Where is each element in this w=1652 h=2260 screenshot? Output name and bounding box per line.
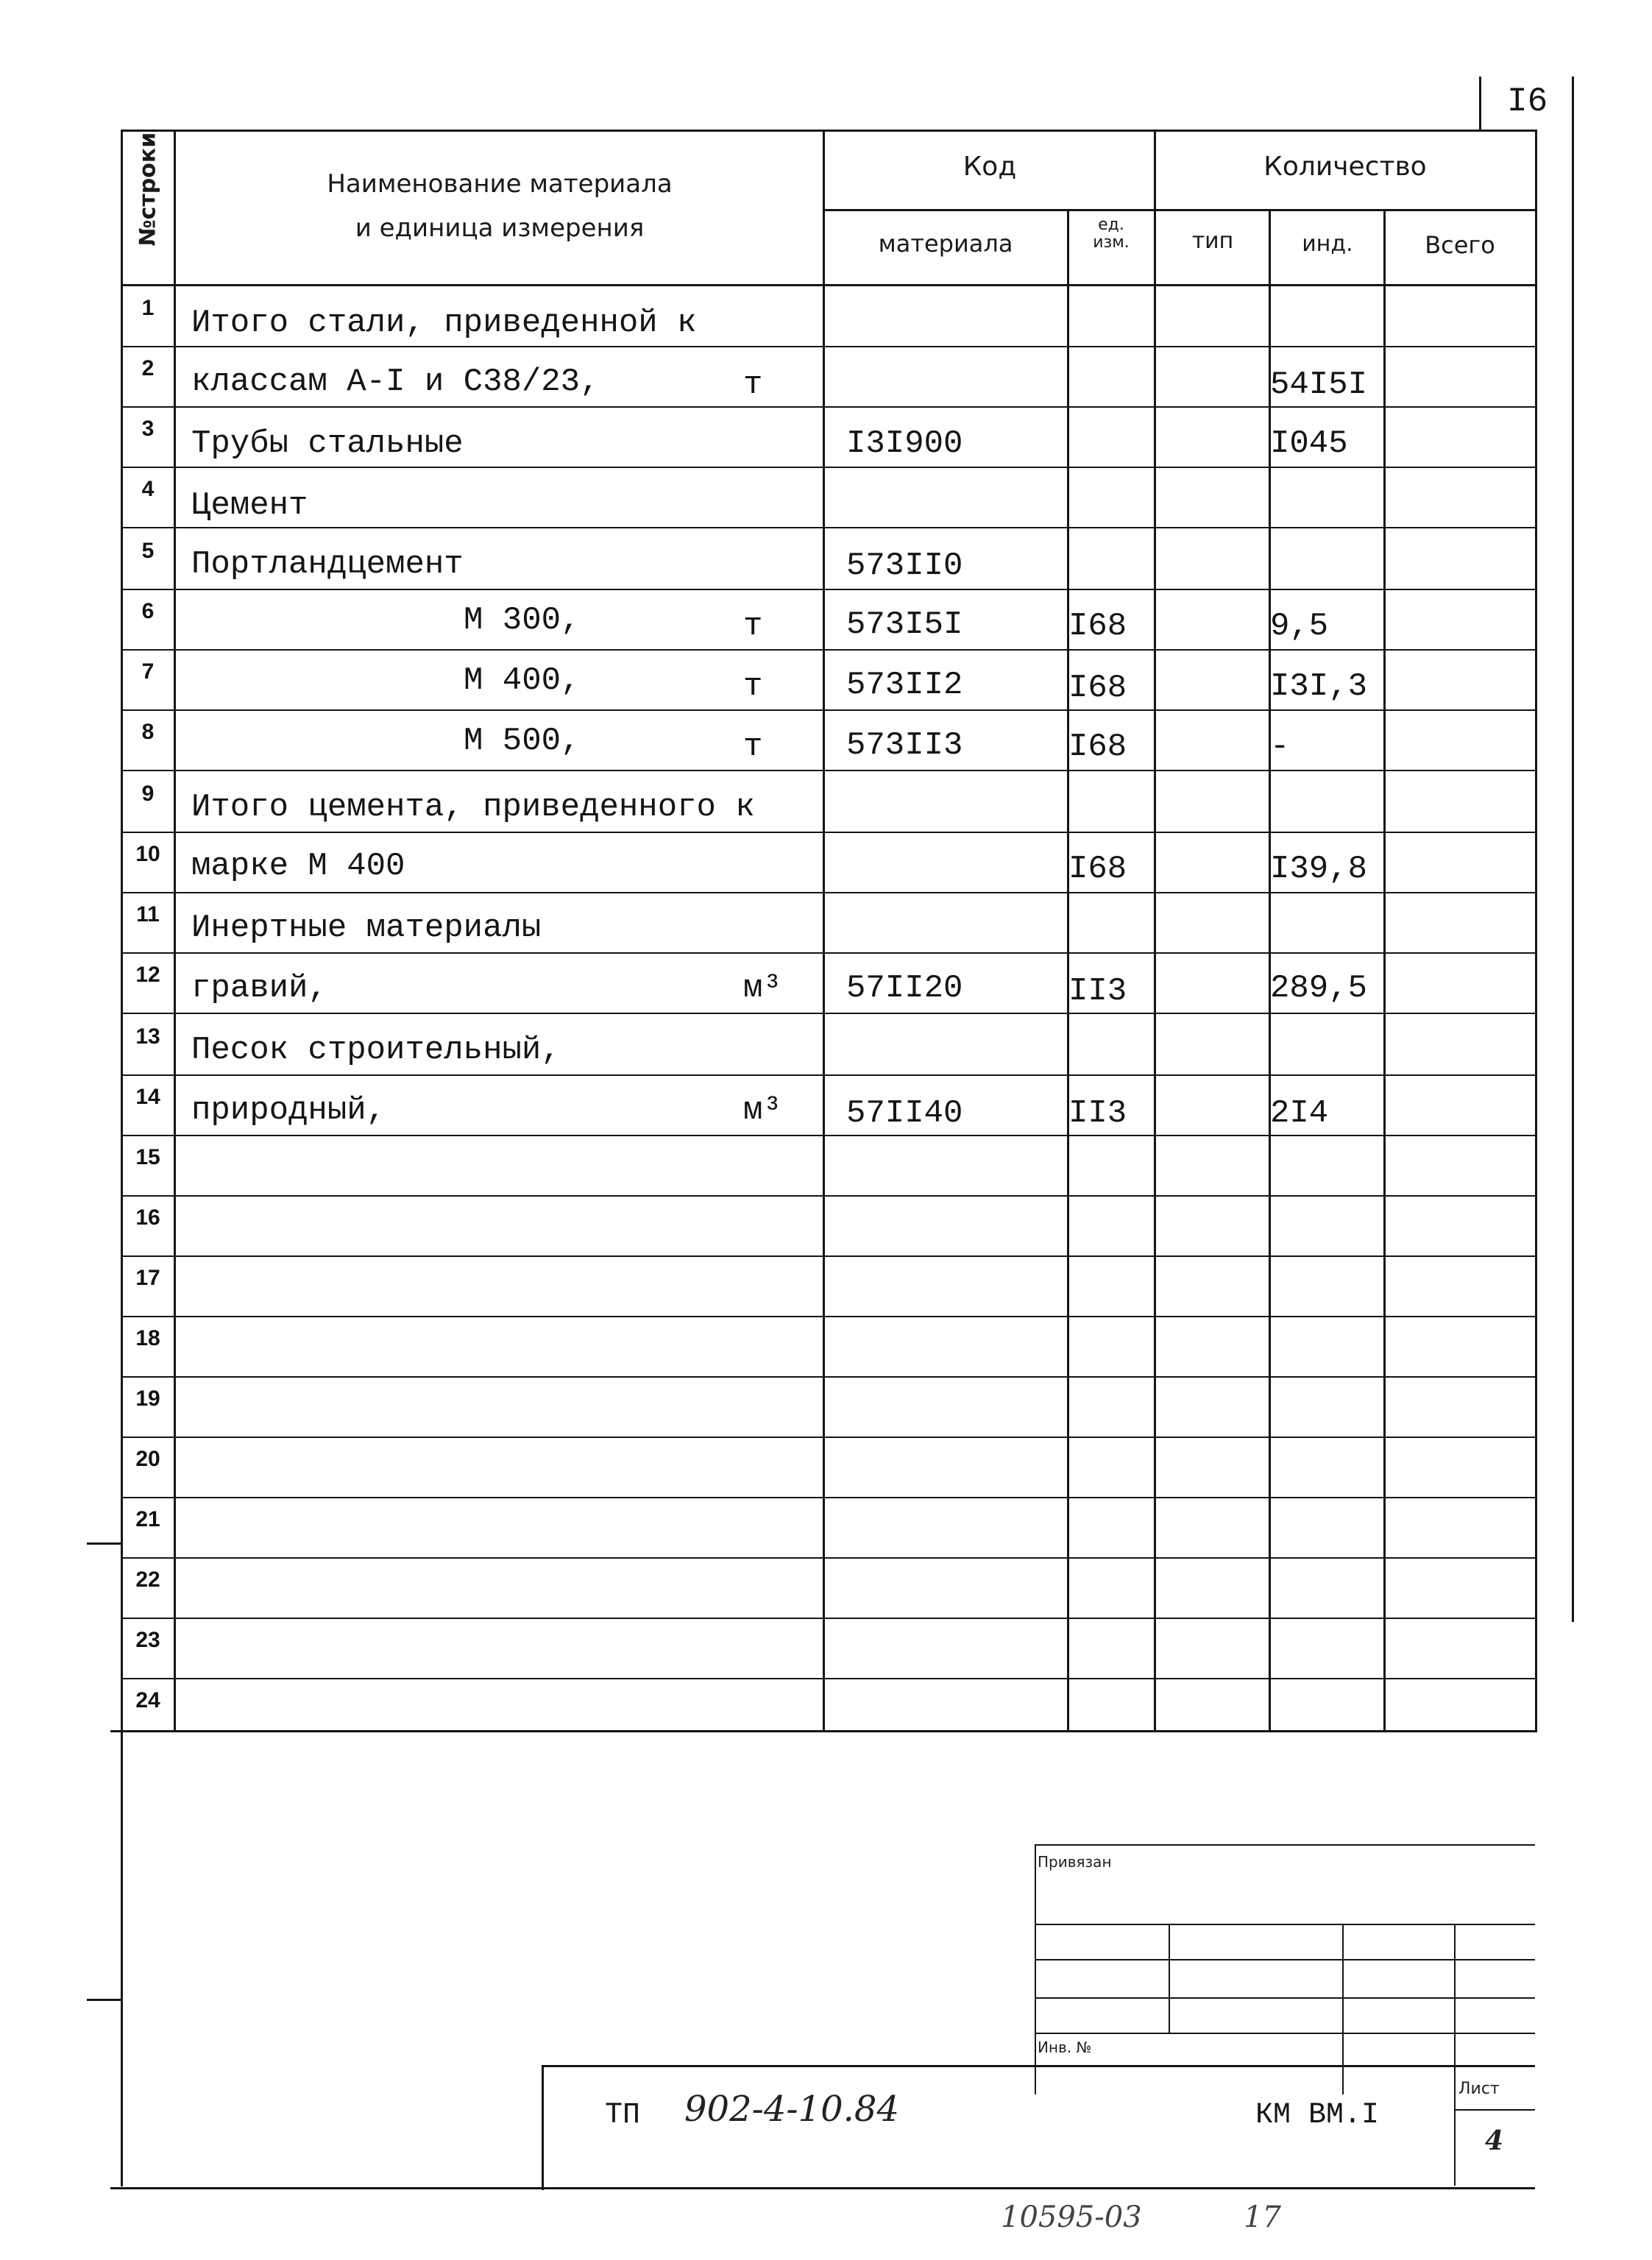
row-line [121, 1074, 1537, 1076]
material-code: 573I5I [846, 606, 963, 643]
row-number: 6 [141, 599, 155, 623]
row-line [121, 770, 1537, 771]
qty-ind: - [1270, 729, 1290, 765]
row-line [121, 467, 1537, 468]
header-q-total: Всего [1425, 231, 1495, 259]
material-name: марке М 400 [191, 848, 405, 885]
margin-tick [87, 1542, 122, 1545]
qty-ind: 9,5 [1270, 608, 1329, 645]
stamp-main-bottom [110, 2187, 1535, 2189]
row-line [121, 892, 1537, 893]
header-q-ind: инд. [1302, 231, 1353, 257]
stamp-attached-label: Привязан [1038, 1853, 1112, 1871]
material-code: 57II20 [846, 970, 963, 1007]
col-divider-ind [1383, 209, 1386, 1730]
material-code: I3I900 [846, 425, 963, 462]
row-line [121, 649, 1537, 651]
material-name: гравий, [191, 970, 327, 1007]
row-line [121, 1437, 1537, 1438]
bottom-archive-number: 10595-03 [1001, 2200, 1142, 2234]
material-name: Итого цемента, приведенного к [191, 789, 755, 826]
row-number: 18 [135, 1326, 160, 1350]
stamp-inv-label: Инв. № [1038, 2038, 1092, 2056]
row-line [121, 709, 1537, 711]
unit-label: м³ [743, 1092, 782, 1129]
page-number: I6 [1507, 82, 1548, 121]
material-code: 57II40 [846, 1095, 963, 1132]
qty-ind: I3I,3 [1270, 668, 1368, 705]
stamp-line [1035, 1844, 1535, 1846]
material-name: Цемент [191, 487, 308, 524]
stamp-line [1035, 1959, 1535, 1960]
header-name-line1: Наименование материала [327, 169, 673, 199]
row-number: 22 [135, 1568, 160, 1592]
row-number: 12 [135, 963, 160, 987]
row-number: 8 [141, 720, 155, 744]
row-line [121, 1376, 1537, 1378]
unit-code: I68 [1068, 670, 1127, 706]
header-quantity: Количество [1263, 152, 1427, 182]
material-code: 573II2 [846, 667, 963, 704]
row-line [121, 589, 1537, 590]
col-divider-unit [1154, 130, 1156, 1730]
stamp-sheet-divider [1454, 2109, 1535, 2111]
row-number: 23 [135, 1628, 160, 1652]
row-number: 17 [135, 1266, 160, 1290]
material-name: классам А-I и С38/23, [191, 364, 600, 400]
header-code-unit: ед. изм. [1093, 216, 1130, 252]
unit-code: II3 [1068, 973, 1127, 1010]
row-number: 15 [135, 1145, 160, 1169]
row-line [121, 832, 1537, 833]
row-number: 2 [141, 356, 155, 380]
row-line [121, 1618, 1537, 1619]
unit-code: I68 [1068, 729, 1127, 765]
row-number: 13 [135, 1024, 160, 1049]
row-number: 24 [135, 1688, 160, 1712]
qty-ind: 289,5 [1270, 970, 1368, 1007]
row-line [121, 406, 1537, 408]
stamp-doc-code: КМ ВМ.I [1255, 2099, 1380, 2132]
unit-label: т [743, 668, 763, 705]
stamp-main-left [542, 2065, 544, 2190]
material-name: Портландцемент [191, 546, 464, 583]
material-code: 573II0 [846, 548, 963, 584]
row-line [121, 1013, 1537, 1014]
stamp-line [1454, 1924, 1456, 2186]
row-number: 14 [135, 1085, 160, 1109]
material-name: Песок строительный, [191, 1032, 561, 1069]
material-name: Инертные материалы [191, 910, 542, 946]
stamp-sheet-label: Лист [1458, 2080, 1500, 2098]
row-number: 5 [141, 539, 155, 563]
row-number: 16 [135, 1205, 160, 1230]
unit-label: м³ [743, 970, 782, 1007]
row-line [121, 527, 1537, 528]
row-number: 20 [135, 1447, 160, 1471]
right-margin-line [1572, 77, 1574, 1622]
row-number: 7 [141, 659, 155, 684]
row-line [121, 1316, 1537, 1317]
stamp-line [1342, 1924, 1344, 2094]
row-line [121, 952, 1537, 954]
header-bottom-border [121, 284, 1537, 286]
material-name: М 400, [464, 662, 581, 699]
stamp-main-top [542, 2065, 1535, 2067]
row-number: 4 [141, 477, 155, 501]
row-number: 19 [135, 1386, 160, 1411]
row-number: 9 [141, 782, 155, 806]
col-divider-rowno [174, 130, 176, 1730]
material-name: Итого стали, приведенной к [191, 305, 697, 341]
row-line [121, 1195, 1537, 1197]
stamp-line [1035, 1997, 1535, 1999]
row-number: 10 [135, 842, 160, 866]
qty-ind: I045 [1270, 425, 1348, 462]
stamp-project-label: ТП [605, 2099, 641, 2132]
table-right-border [1535, 130, 1537, 1730]
row-line [121, 1135, 1537, 1136]
row-number: 3 [141, 417, 155, 441]
row-line [121, 1678, 1537, 1679]
stamp-line [1035, 2033, 1535, 2034]
material-name: М 300, [464, 602, 581, 639]
unit-code: I68 [1068, 608, 1127, 645]
margin-tick [87, 1999, 122, 2001]
table-bottom-border [110, 1730, 1537, 1732]
page-number-divider [1479, 77, 1481, 130]
row-line [121, 1255, 1537, 1257]
stamp-project-number: 902-4-10.84 [684, 2089, 900, 2130]
row-number: 11 [136, 902, 160, 927]
qty-ind: 2I4 [1270, 1095, 1329, 1132]
qty-ind: 54I5I [1270, 366, 1368, 403]
unit-label: т [743, 366, 763, 403]
table-top-border [121, 130, 1537, 132]
material-name: Трубы стальные [191, 425, 464, 462]
header-row-no: №строки [135, 132, 161, 247]
material-name: природный, [191, 1092, 386, 1129]
stamp-line [1169, 1924, 1170, 2033]
row-line [121, 346, 1537, 347]
header-name-line2: и единица измерения [355, 213, 645, 243]
header-code: Код [963, 152, 1017, 182]
material-code: 573II3 [846, 727, 963, 764]
material-name: М 500, [464, 723, 581, 759]
row-line [121, 1497, 1537, 1498]
qty-ind: I39,8 [1270, 851, 1368, 888]
header-code-material: материала [878, 230, 1013, 258]
bottom-page-number: 17 [1244, 2200, 1281, 2234]
row-number: 1 [141, 296, 155, 320]
stamp-sheet-number: 4 [1485, 2125, 1504, 2156]
unit-code: II3 [1068, 1095, 1127, 1132]
row-number: 21 [135, 1507, 160, 1531]
col-divider-name [823, 130, 825, 1730]
unit-label: т [743, 608, 763, 645]
lower-left-border [121, 1730, 123, 2186]
unit-code: I68 [1068, 851, 1127, 888]
stamp-border [1035, 1844, 1036, 2094]
header-q-type: тип [1191, 228, 1234, 254]
col-divider-code [1067, 209, 1069, 1730]
unit-label: т [743, 729, 763, 765]
header-subdivider [823, 209, 1537, 211]
stamp-line [1035, 1924, 1535, 1925]
row-line [121, 1557, 1537, 1559]
